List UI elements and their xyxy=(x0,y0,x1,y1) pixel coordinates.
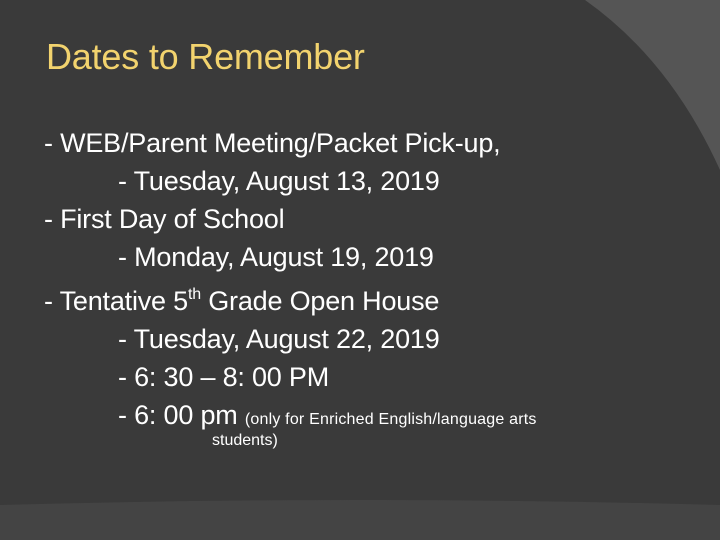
item-open-house-sup: th xyxy=(188,286,201,303)
item-first-day: - First Day of School xyxy=(44,204,285,234)
item-open-house-time: - 6: 30 – 8: 00 PM xyxy=(118,362,330,392)
item-open-house-post: Grade Open House xyxy=(200,286,440,316)
bottom-band xyxy=(0,500,720,540)
item-time-2-note: (only for Enriched English/language arts xyxy=(244,411,537,428)
item-meeting-date: - Tuesday, August 13, 2019 xyxy=(118,166,440,196)
item-meeting: - WEB/Parent Meeting/Packet Pick-up, xyxy=(44,128,501,158)
item-time-2-note-cont: students) xyxy=(212,432,278,449)
item-open-house xyxy=(44,276,684,320)
item-open-house-date: - Tuesday, August 22, 2019 xyxy=(118,324,440,354)
slide-title: Dates to Remember xyxy=(46,36,365,77)
slide-content xyxy=(44,124,684,451)
item-open-house-pre: - Tentative 5 xyxy=(44,286,188,316)
item-first-day-date: - Monday, August 19, 2019 xyxy=(118,242,434,272)
item-time-2-main: - 6: 00 pm xyxy=(118,400,245,430)
